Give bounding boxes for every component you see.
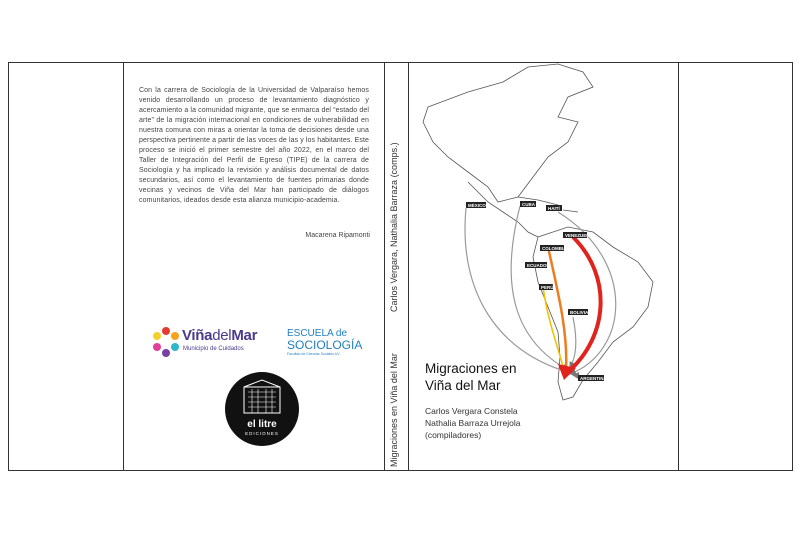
central-america-outline (468, 182, 538, 237)
arrow-colombia (548, 247, 566, 370)
south-america-outline (533, 227, 653, 400)
label-haiti: HAITÍ (548, 206, 560, 211)
front-title-line2: Viña del Mar (425, 378, 501, 393)
spine-editors: Carlos Vergara, Nathalia Barraza (comps.) (389, 142, 399, 312)
arrow-bolivia (570, 317, 576, 368)
americas-map (408, 62, 678, 402)
arrow-peru (543, 287, 564, 370)
label-venezuela: VENEZUELA (565, 233, 593, 238)
back-flap-fold (123, 62, 124, 471)
label-ecuador: ECUADOR (527, 263, 550, 268)
authors-role: (compiladores) (425, 430, 482, 440)
el-litre-subtitle: EDICIONES (245, 431, 279, 436)
spine (384, 62, 408, 471)
label-peru: PERÚ (541, 285, 554, 290)
front-cover-title (425, 360, 517, 394)
vdm-subtitle: Municipio de Cuidados (183, 346, 244, 352)
north-america-outline (423, 64, 593, 202)
vdm-word-del: del (212, 327, 232, 344)
label-cuba: CUBA (522, 202, 535, 207)
vdm-word-vina: Viña (182, 327, 213, 344)
front-cover-authors (425, 405, 520, 441)
escuela-line3: Facultad de Ciencias Sociales UV (287, 352, 340, 356)
escuela-sociologia-logo (287, 328, 362, 356)
spine-title: Migraciones en Viña del Mar (389, 353, 399, 467)
back-cover-signature: Macarena Ripamonti (305, 232, 370, 239)
author-2: Nathalia Barraza Urrejola (425, 418, 521, 428)
el-litre-title: el litre (247, 419, 277, 430)
building-icon (225, 372, 299, 418)
vdm-word-mar: Mar (231, 327, 258, 344)
back-cover-paragraph: Con la carrera de Sociología de la Universidad de Valparaíso hemos venido desarrollando un proceso de levantamiento diagnóstico y acercamiento a la comunidad migrante, que se enmarca del “estado del arte” de la migración internacional en condiciones de vulnerabilidad en nuestra comuna con miras a orientar la toma de decisiones desde una perspectiva pertinente a partir de las voces de las y los habitantes. Este proceso se inició el primer semestre del año 2022, en el marco del Taller de Integración del Perfil de Egreso (TIPE) de la carrera de Sociología y ha implicado la revisión y análisis documental de datos secundarios, así como el levantamiento de fuentes primarias donde vecinas y vecinos de Viña del Mar han participado de diálogos comunitarios, ideados desde esta alianza municipio-academia. (139, 87, 369, 204)
label-mexico: MÉXICO (468, 203, 486, 208)
front-flap-fold (678, 62, 679, 471)
vina-del-mar-logo (150, 322, 275, 367)
label-colombia: COLOMBIA (542, 246, 567, 251)
label-argentina: ARGENTINA (580, 376, 607, 381)
author-1: Carlos Vergara Constela (425, 406, 518, 416)
el-litre-logo (225, 372, 299, 446)
label-bolivia: BOLIVIA (570, 310, 589, 315)
escuela-line1: ESCUELA de (287, 328, 348, 339)
arrow-venezuela (568, 237, 601, 372)
escuela-line2: SOCIOLOGÍA (287, 338, 363, 352)
front-title-line1: Migraciones en (425, 361, 517, 376)
